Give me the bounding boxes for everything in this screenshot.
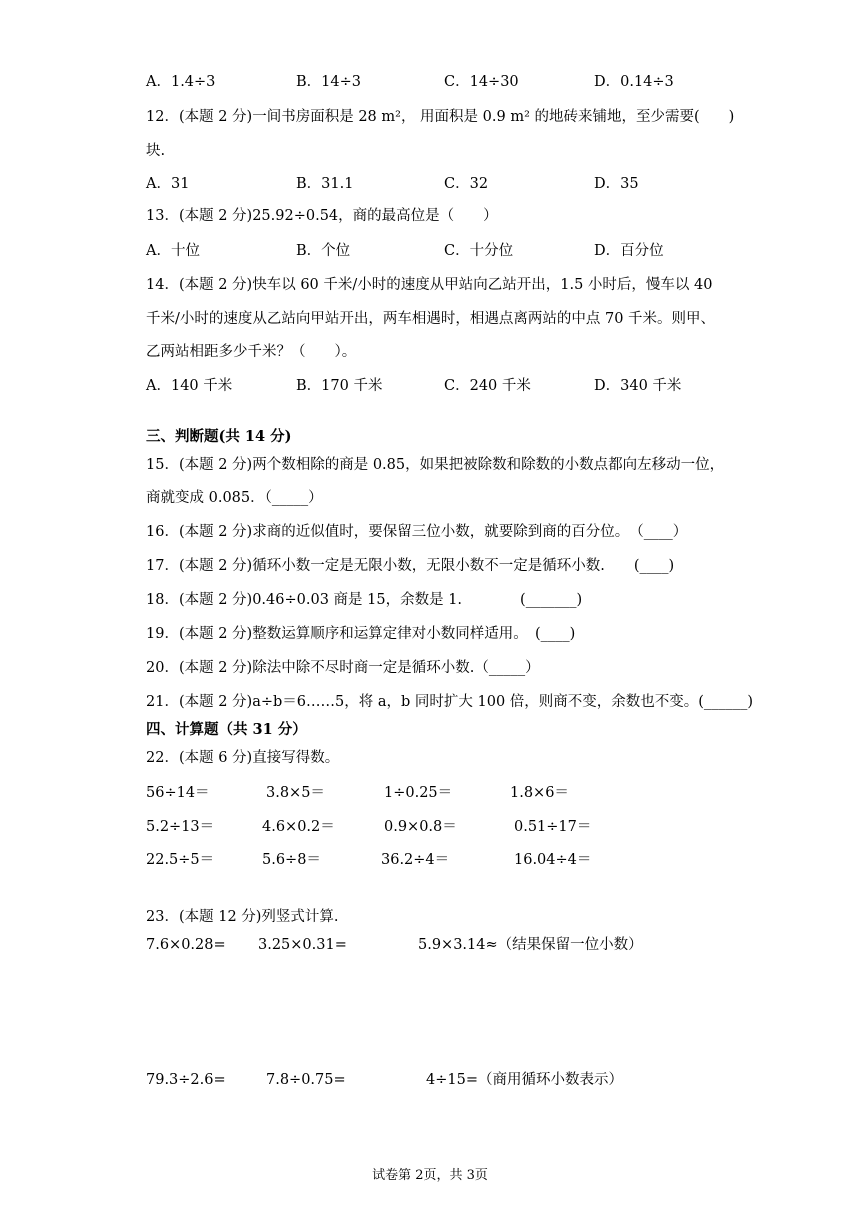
q11-option-c: C．14÷30 xyxy=(444,74,519,90)
q23-title: 23．(本题 12 分)列竖式计算. xyxy=(146,909,339,925)
q12-option-b: B．31.1 xyxy=(296,176,354,192)
q14-option-a: A．140 千米 xyxy=(146,378,233,394)
q14-option-b: B．170 千米 xyxy=(296,378,383,394)
q14-text-line2: 千米/小时的速度从乙站向甲站开出，两车相遇时，相遇点离两站的中点 70 千米。则甲、 xyxy=(146,311,716,327)
q16-text: 16．(本题 2 分)求商的近似值时，要保留三位小数，就要除到商的百分位。 （____） xyxy=(146,524,688,540)
q13-option-c: C．十分位 xyxy=(444,243,514,259)
q14-option-c: C．240 千米 xyxy=(444,378,531,394)
q22-item: 56÷14＝ xyxy=(146,785,210,801)
q11-option-a: A．1.4÷3 xyxy=(146,74,216,90)
q17-text: 17．(本题 2 分)循环小数一定是无限小数，无限小数不一定是循环小数. (____) xyxy=(146,558,675,574)
q14-text-line3: 乙两站相距多少千米？（ ）。 xyxy=(146,344,357,360)
q23-item: 7.8÷0.75= xyxy=(266,1072,346,1088)
q22-item: 16.04÷4＝ xyxy=(514,852,592,868)
q19-text: 19．(本题 2 分)整数运算顺序和运算定律对小数同样适用。 (____) xyxy=(146,626,576,642)
q13-option-d: D．百分位 xyxy=(594,243,664,259)
q23-item: 3.25×0.31= xyxy=(258,937,347,953)
q13-text: 13．(本题 2 分)25.92÷0.54，商的最高位是（ ） xyxy=(146,208,498,224)
q22-item: 3.8×5＝ xyxy=(266,785,325,801)
q23-item: 5.9×3.14≈（结果保留一位小数） xyxy=(418,937,643,953)
q22-item: 5.2÷13＝ xyxy=(146,819,215,835)
q13-option-a: A．十位 xyxy=(146,243,200,259)
q22-item: 4.6×0.2＝ xyxy=(262,819,335,835)
page-footer: 试卷第 2页，共 3页 xyxy=(372,1168,488,1183)
q22-item: 0.9×0.8＝ xyxy=(384,819,457,835)
q12-text-line1: 12．(本题 2 分)一间书房面积是 28 m²， 用面积是 0.9 m² 的地砖来铺地，至少需要( ) xyxy=(146,109,735,125)
q11-option-b: B．14÷3 xyxy=(296,74,361,90)
q23-item: 7.6×0.28= xyxy=(146,937,226,953)
q22-item: 22.5÷5＝ xyxy=(146,852,215,868)
q20-text: 20．(本题 2 分)除法中除不尽时商一定是循环小数.（_____） xyxy=(146,660,540,676)
q11-option-d: D．0.14÷3 xyxy=(594,74,674,90)
q14-text-line1: 14．(本题 2 分)快车以 60 千米/小时的速度从甲站向乙站开出，1.5 小时后，慢车以 40 xyxy=(146,277,713,293)
q12-option-a: A．31 xyxy=(146,176,190,192)
q14-option-d: D．340 千米 xyxy=(594,378,682,394)
q21-text: 21．(本题 2 分)a÷b＝6……5，将 a，b 同时扩大 100 倍，则商不变，余数也不变。(______) xyxy=(146,694,754,710)
q22-title: 22．(本题 6 分)直接写得数。 xyxy=(146,750,340,766)
q12-option-c: C．32 xyxy=(444,176,489,192)
q15-text-line2: 商就变成 0.085．（_____） xyxy=(146,490,323,506)
q22-item: 5.6÷8＝ xyxy=(262,852,321,868)
q22-item: 36.2÷4＝ xyxy=(381,852,450,868)
q22-item: 1.8×6＝ xyxy=(510,785,569,801)
q12-option-d: D．35 xyxy=(594,176,639,192)
section-3-title: 三、判断题(共 14 分) xyxy=(146,428,292,445)
q13-option-b: B．个位 xyxy=(296,243,351,259)
q12-text-line2: 块. xyxy=(146,143,166,159)
q22-item: 1÷0.25＝ xyxy=(384,785,453,801)
q23-item: 4÷15=（商用循环小数表示） xyxy=(426,1072,623,1088)
q23-item: 79.3÷2.6= xyxy=(146,1072,226,1088)
q22-item: 0.51÷17＝ xyxy=(514,819,592,835)
q15-text-line1: 15．(本题 2 分)两个数相除的商是 0.85，如果把被除数和除数的小数点都向左移动一位， xyxy=(146,457,725,473)
q18-text: 18．(本题 2 分)0.46÷0.03 商是 15，余数是 1. (_______) xyxy=(146,592,583,608)
section-4-title: 四、计算题（共 31 分） xyxy=(146,721,307,738)
